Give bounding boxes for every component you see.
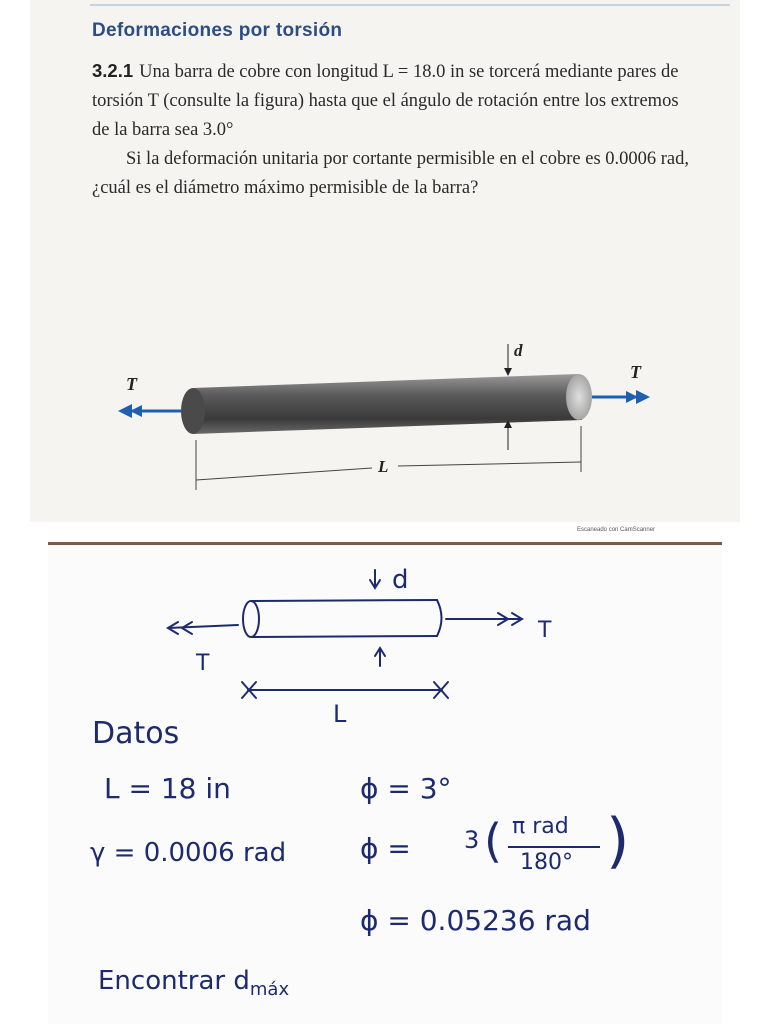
fraction-denominator: 180° [520,850,573,875]
data-heading: Datos [92,716,180,751]
right-torque-arrow-icon [636,390,650,404]
copper-bar [193,374,582,434]
torsion-bar-figure [0,300,768,520]
left-torque-arrow-icon [118,404,132,418]
diameter-label: d [514,341,523,360]
scanner-watermark: Escaneado con CamScanner [577,527,656,533]
find-text: Encontrar d [98,966,250,996]
bar-right-end [566,374,592,420]
open-paren: ( [484,814,502,868]
shear-strain-value: γ = 0.0006 rad [90,838,287,868]
sketch-diameter-label: d [392,565,409,595]
problem-paragraph-1: Una barra de cobre con longitud L = 18.0 in se torcerá mediante pares de torsión T (consulte la figura) hasta que el ángulo de rotación entre los extremos de la barra sea 3.0° [92,62,679,140]
sketch-bar-left-end [243,601,259,637]
problem-statement [92,56,692,203]
angle-radians: ϕ = 0.05236 rad [360,904,591,937]
top-rule [90,4,730,6]
angle-conversion-coef: 3 [464,826,480,854]
sketch-torque-right: T [538,618,552,643]
sketch-length-label: L [333,700,347,728]
close-paren: ) [606,806,630,876]
length-label: L [378,457,389,476]
angle-conversion-lhs: ϕ = [360,832,411,865]
problem-number: 3.2.1 [92,60,134,81]
section-title: Deformaciones por torsión [92,20,343,41]
fraction-bar [508,846,600,848]
angle-degrees: ϕ = 3° [360,772,452,805]
find-subscript: máx [249,979,290,1001]
torque-label-right: T [630,362,641,382]
bar-left-end [181,388,205,434]
length-value: L = 18 in [104,772,231,805]
handwritten-sketch [0,542,768,742]
fraction-numerator: π rad [512,814,569,839]
sketch-torque-left: T [196,651,210,676]
torque-label-left: T [126,374,137,394]
find-statement [98,966,289,1000]
problem-paragraph-2: Si la deformación unitaria por cortante permisible en el cobre es 0.0006 rad, ¿cuál es el diámetro máximo permisible de la barra? [92,149,690,198]
